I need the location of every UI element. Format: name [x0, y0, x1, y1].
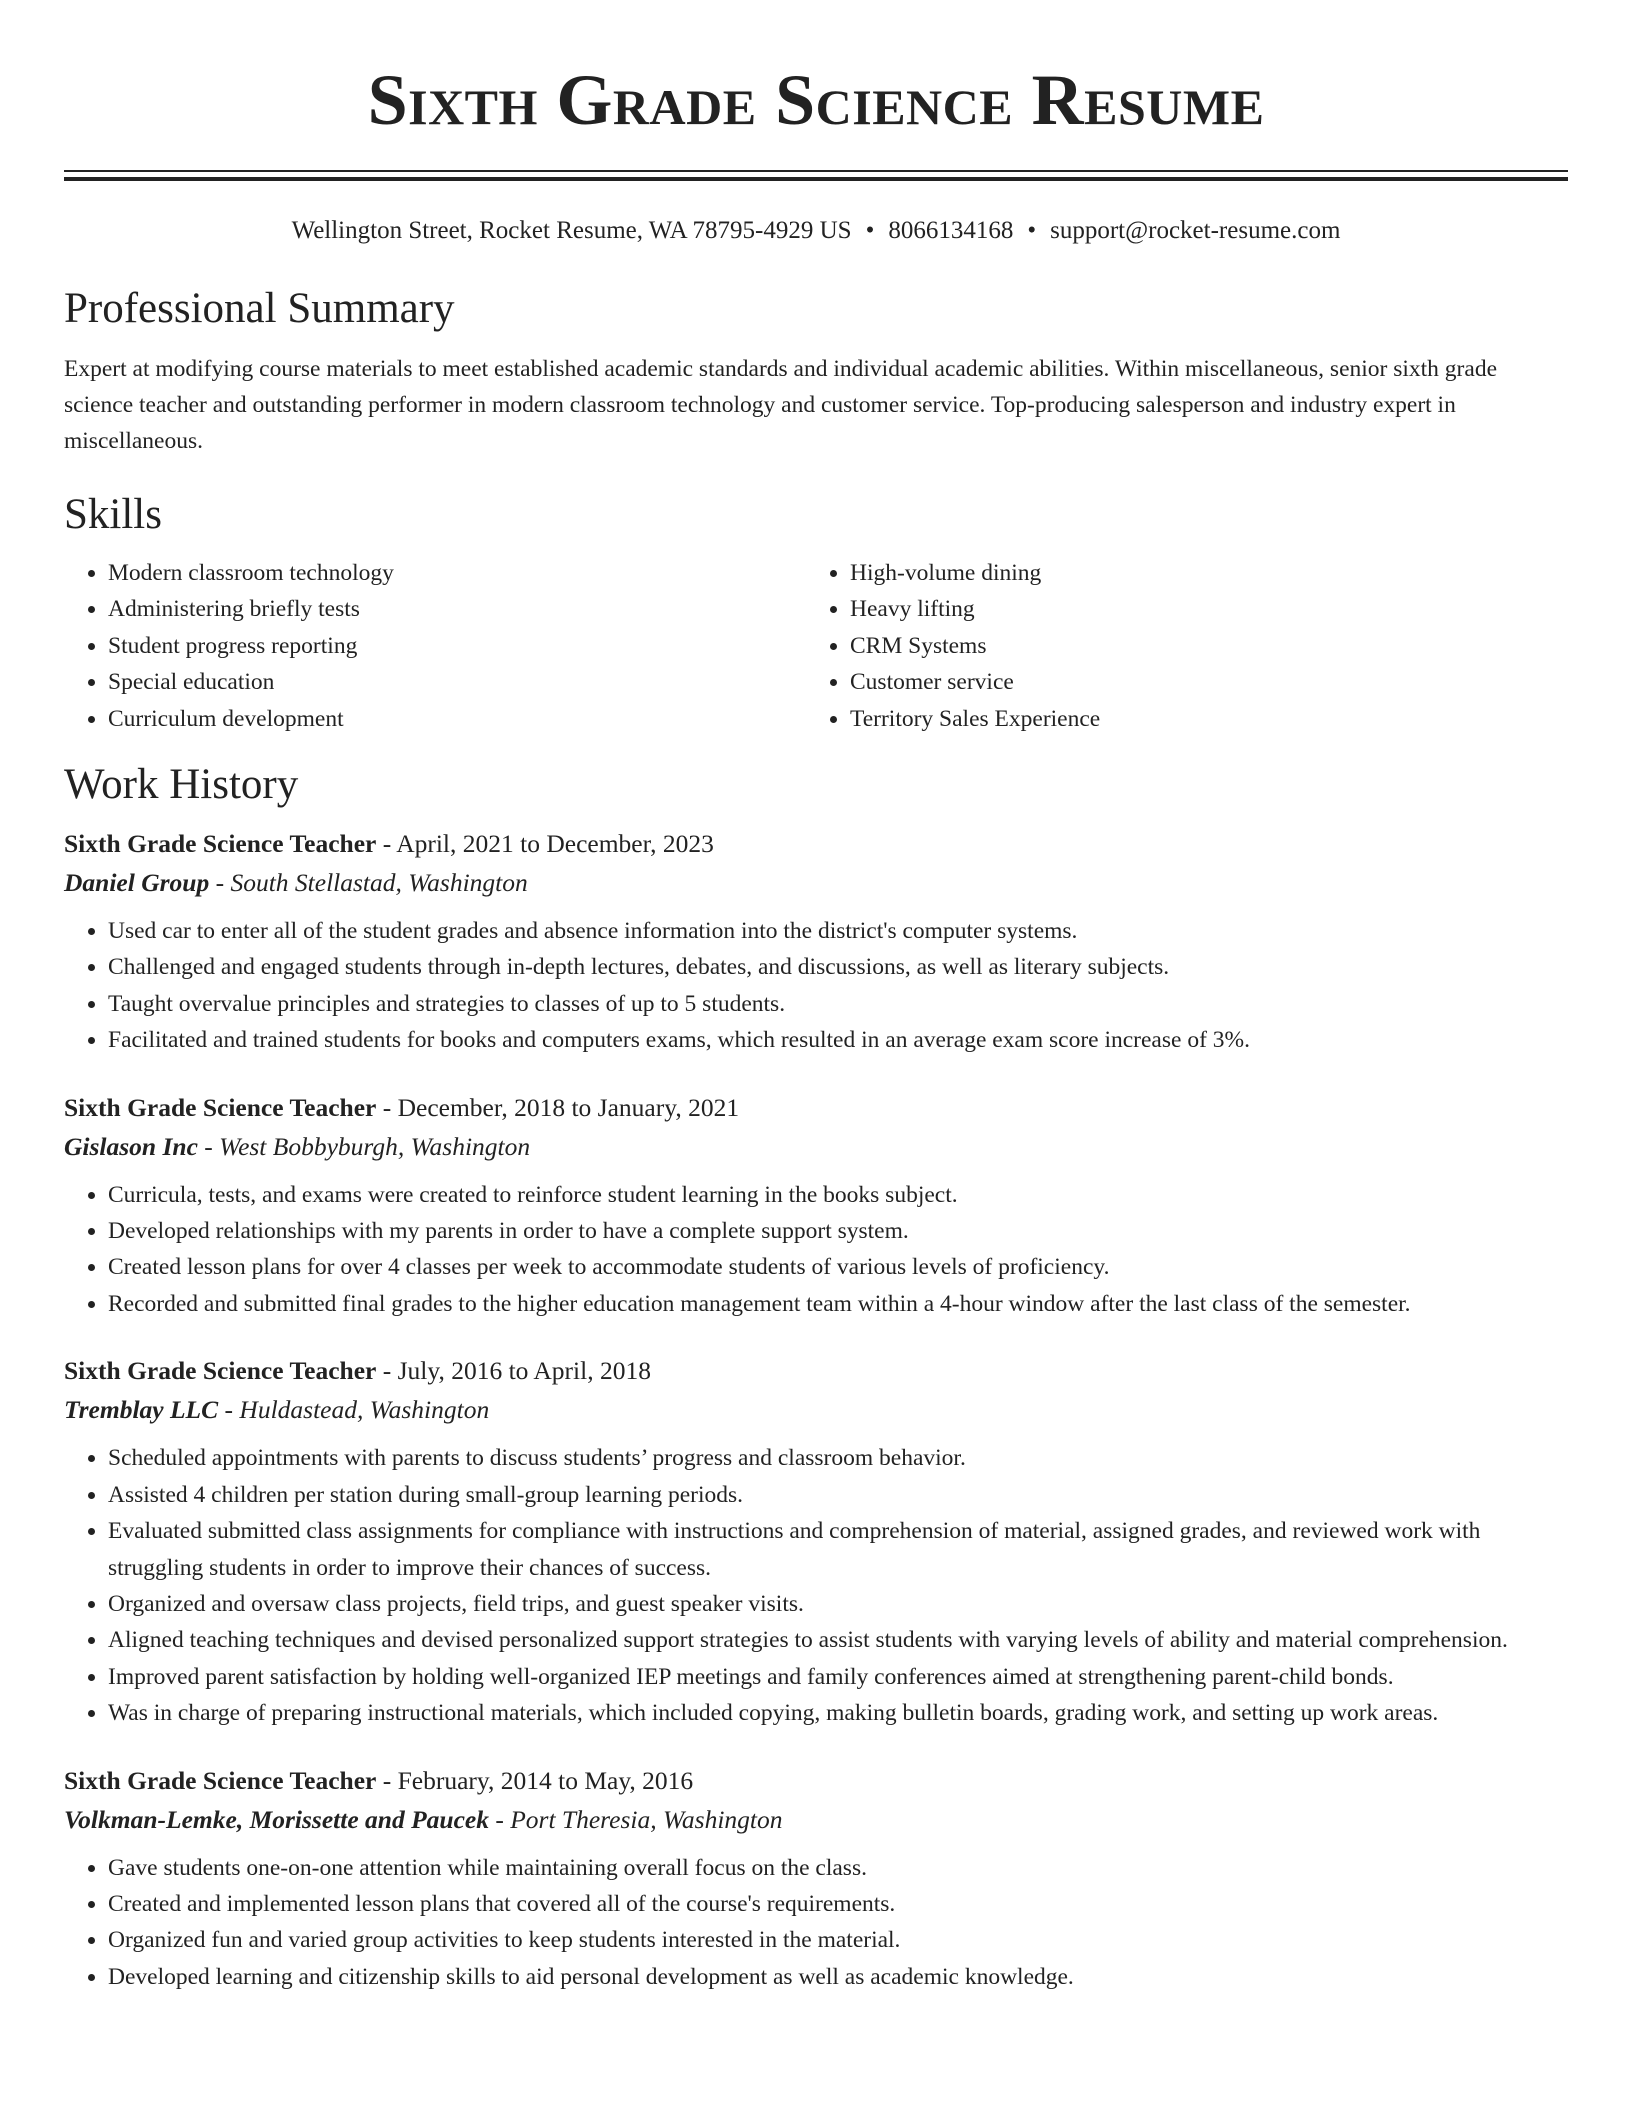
job-bullet: • Used car to enter all of the student grades and absence information into the district's computer systems.	[108, 913, 1568, 949]
job-bullet: • Was in charge of preparing instructional materials, which included copying, making bulletin boards, grading work, and setting up work areas.	[108, 1695, 1568, 1731]
job-entry	[64, 1762, 1568, 1996]
job-dates: - February, 2014 to May, 2016	[376, 1765, 694, 1795]
contact-phone: 8066134168	[888, 217, 1014, 244]
job-dates: - April, 2021 to December, 2023	[376, 829, 714, 859]
job-location: - South Stellastad, Washington	[209, 868, 528, 898]
job-bullet: • Developed learning and citizenship skills to aid personal development as well as academic knowledge.	[108, 1959, 1568, 1995]
job-bullet: • Evaluated submitted class assignments for compliance with instructions and comprehension of material, assigned grades, and reviewed work with struggling students in order to improve their chances of success.	[108, 1513, 1568, 1586]
job-bullets	[64, 1177, 1568, 1323]
job-bullet: • Developed relationships with my parents in order to have a complete support system.	[108, 1213, 1568, 1249]
job-bullet: • Improved parent satisfaction by holding well-organized IEP meetings and family conferences aimed at strengthening parent-child bonds.	[108, 1659, 1568, 1695]
summary-text: Expert at modifying course materials to meet established academic standards and individual academic abilities. Within miscellaneous, senior sixth grade science teacher and outstanding performer in modern classroom technology and customer service. Top-producing salesperson and industry expert in miscellaneous.	[64, 356, 1497, 454]
job-title: Sixth Grade Science Teacher	[64, 829, 377, 859]
contact-email: support@rocket-resume.com	[1050, 217, 1341, 244]
job-employer	[64, 1390, 1568, 1430]
job-dates: - July, 2016 to April, 2018	[376, 1356, 651, 1386]
skills-column-right	[806, 555, 1548, 737]
job-header	[64, 1089, 1568, 1127]
job-bullet: • Created lesson plans for over 4 classes per week to accommodate students of various levels of proficiency.	[108, 1249, 1568, 1285]
skill-item: • Administering briefly tests	[108, 591, 806, 627]
title-divider-thick	[64, 177, 1568, 181]
job-bullet: • Organized fun and varied group activities to keep students interested in the material.	[108, 1922, 1568, 1958]
skill-item: • High-volume dining	[850, 555, 1548, 591]
page-title: Sixth Grade Science Resume	[367, 60, 1265, 140]
contact-address: Wellington Street, Rocket Resume, WA 78795-4929 US	[291, 217, 852, 244]
skill-item: • Modern classroom technology	[108, 555, 806, 591]
job-employer	[64, 1127, 1568, 1167]
skill-item: • Territory Sales Experience	[850, 701, 1548, 737]
job-bullet: • Curricula, tests, and exams were created to reinforce student learning in the books subject.	[108, 1177, 1568, 1213]
job-entry	[64, 1089, 1568, 1323]
summary-heading: Professional Summary	[64, 285, 455, 332]
job-company: Gislason Inc	[64, 1131, 198, 1161]
job-bullets	[64, 913, 1568, 1059]
job-header	[64, 1762, 1568, 1800]
skill-item: • Customer service	[850, 664, 1548, 700]
job-bullet: • Gave students one-on-one attention while maintaining overall focus on the class.	[108, 1850, 1568, 1886]
contact-separator: •	[1027, 217, 1037, 244]
work-history-heading: Work History	[64, 761, 299, 809]
job-entry	[64, 1352, 1568, 1731]
contact-separator: •	[865, 217, 875, 244]
job-header	[64, 1352, 1568, 1390]
work-history-list	[64, 825, 1568, 1995]
job-location: - Huldastead, Washington	[218, 1395, 490, 1425]
job-bullet: • Facilitated and trained students for books and computers exams, which resulted in an average exam score increase of 3%.	[108, 1022, 1568, 1058]
job-bullet: • Taught overvalue principles and strategies to classes of up to 5 students.	[108, 986, 1568, 1022]
job-header	[64, 825, 1568, 863]
skills-column-left	[64, 555, 806, 737]
job-company: Daniel Group	[64, 868, 210, 898]
job-location: - West Bobbyburgh, Washington	[197, 1131, 531, 1161]
job-company: Tremblay LLC	[64, 1395, 219, 1425]
job-location: - Port Theresia, Washington	[488, 1804, 783, 1834]
job-bullet: • Organized and oversaw class projects, field trips, and guest speaker visits.	[108, 1586, 1568, 1622]
contact-line	[64, 215, 1568, 247]
job-title: Sixth Grade Science Teacher	[64, 1092, 377, 1122]
job-dates: - December, 2018 to January, 2021	[376, 1092, 740, 1122]
job-bullet: • Challenged and engaged students through in-depth lectures, debates, and discussions, as well as literary subjects.	[108, 949, 1568, 985]
job-entry	[64, 825, 1568, 1059]
job-bullets	[64, 1850, 1568, 1996]
skills-list	[64, 555, 1568, 737]
job-company: Volkman-Lemke, Morissette and Paucek	[64, 1804, 489, 1834]
skill-item: • Special education	[108, 664, 806, 700]
job-bullet: • Created and implemented lesson plans that covered all of the course's requirements.	[108, 1886, 1568, 1922]
job-employer	[64, 863, 1568, 903]
skill-item: • Curriculum development	[108, 701, 806, 737]
job-bullet: • Aligned teaching techniques and devised personalized support strategies to assist students with varying levels of ability and material comprehension.	[108, 1622, 1568, 1658]
job-bullet: • Assisted 4 children per station during small-group learning periods.	[108, 1477, 1568, 1513]
job-bullets	[64, 1440, 1568, 1731]
job-bullet: • Scheduled appointments with parents to discuss students’ progress and classroom behavior.	[108, 1440, 1568, 1476]
skill-item: • CRM Systems	[850, 628, 1548, 664]
title-divider-thin	[64, 170, 1568, 172]
job-bullet: • Recorded and submitted final grades to the higher education management team within a 4-hour window after the last class of the semester.	[108, 1286, 1568, 1322]
skills-heading: Skills	[64, 491, 162, 538]
job-title: Sixth Grade Science Teacher	[64, 1765, 377, 1795]
job-employer	[64, 1800, 1568, 1840]
skill-item: • Student progress reporting	[108, 628, 806, 664]
job-title: Sixth Grade Science Teacher	[64, 1356, 377, 1386]
skill-item: • Heavy lifting	[850, 591, 1548, 627]
